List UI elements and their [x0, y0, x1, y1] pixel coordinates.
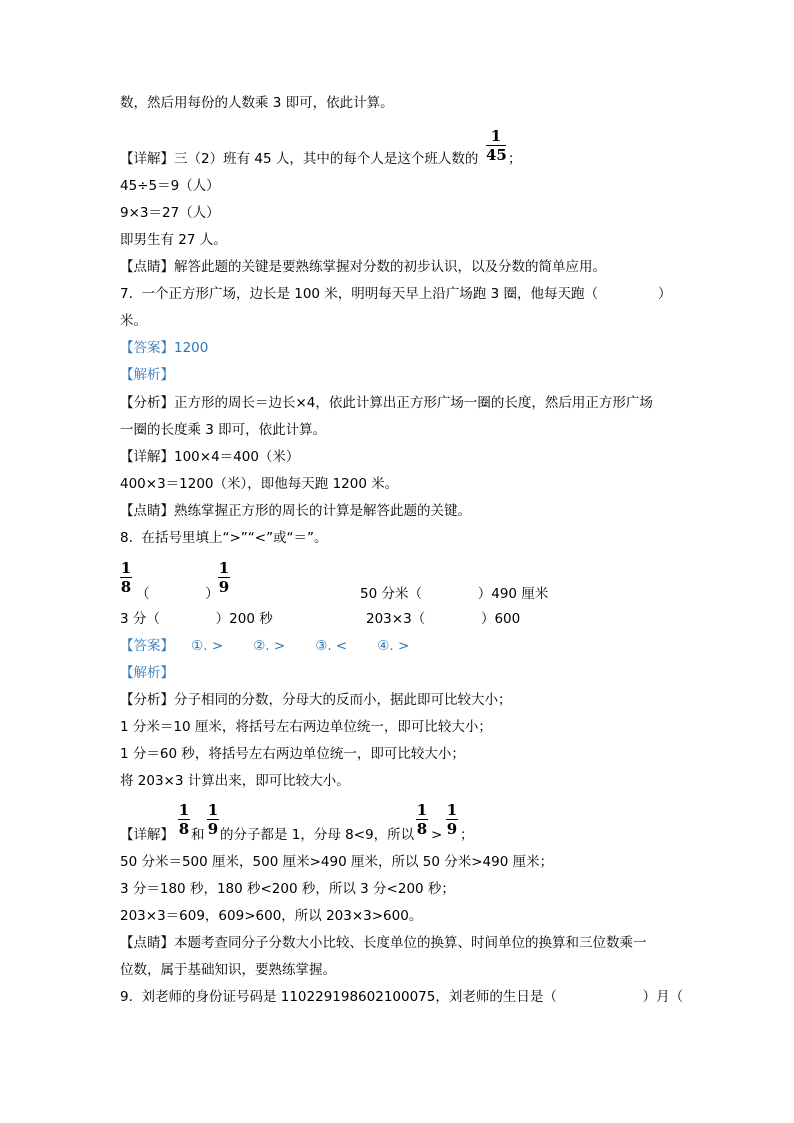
fraction: 1 8 [120, 559, 132, 596]
text-line: 【分析】分子相同的分数，分母大的反而小，据此即可比较大小； [120, 692, 512, 708]
text-line: 1 分米＝10 厘米，将括号左右两边单位统一，即可比较大小； [120, 719, 492, 735]
text-line: 【详解】三（2）班有 45 人，其中的每个人是这个班人数的 [120, 151, 479, 167]
text-line: 位数，属于基础知识，要熟练掌握。 [120, 962, 336, 978]
text-fragment: （ ） [136, 586, 219, 602]
text-line: 203×3＝609，609>600，所以 203×3>600。 [120, 908, 423, 924]
fraction: 1 9 [207, 801, 219, 838]
text-line: 米。 [120, 313, 147, 329]
text-fragment: 50 分米（ ）490 厘米 [360, 586, 549, 602]
text-fragment: ； [460, 827, 474, 843]
analysis-label: 【解析】 [120, 367, 174, 383]
analysis-label: 【解析】 [120, 665, 174, 681]
text-line: 【分析】正方形的周长＝边长×4，依此计算出正方形广场一圈的长度，然后用正方形广场 [120, 395, 653, 411]
text-line: 45÷5＝9（人） [120, 178, 220, 194]
text-fragment: ； [508, 151, 522, 167]
text-fragment: 203×3（ ）600 [366, 611, 521, 627]
fraction: 1 45 [486, 127, 507, 164]
text-line: 3 分（ ）200 秒 [120, 611, 273, 627]
text-line: 9×3＝27（人） [120, 205, 220, 221]
fraction: 1 9 [446, 801, 458, 838]
answer-label: 【答案】 ①. > ②. > ③. < ④. > [120, 638, 410, 654]
text-fragment: 和 [191, 827, 205, 843]
text-line: 【点睛】本题考查同分子分数大小比较、长度单位的换算、时间单位的换算和三位数乘一 [120, 935, 647, 951]
text-line: 数，然后用每份的人数乘 3 即可，依此计算。 [120, 95, 394, 111]
fraction: 1 8 [416, 801, 428, 838]
text-fragment: 【详解】 [120, 827, 174, 843]
fraction: 1 8 [178, 801, 190, 838]
text-line: 【详解】100×4＝400（米） [120, 449, 300, 465]
text-line: 将 203×3 计算出来，即可比较大小。 [120, 773, 350, 789]
text-line: 即男生有 27 人。 [120, 232, 227, 248]
text-fragment: > [431, 827, 443, 843]
answer-label: 【答案】1200 [120, 340, 209, 356]
text-line: 【点睛】解答此题的关键是要熟练掌握对分数的初步认识，以及分数的简单应用。 [120, 259, 606, 275]
text-line: 一圈的长度乘 3 即可，依此计算。 [120, 422, 327, 438]
text-line: 1 分＝60 秒，将括号左右两边单位统一，即可比较大小； [120, 746, 465, 762]
text-line: 【点睛】熟练掌握正方形的周长的计算是解答此题的关键。 [120, 503, 471, 519]
text-line: 3 分＝180 秒，180 秒<200 秒，所以 3 分<200 秒； [120, 881, 455, 897]
question-7: 7. 一个正方形广场，边长是 100 米，明明每天早上沿广场跑 3 圈，他每天跑（ ） [120, 286, 672, 302]
text-line: 400×3＝1200（米），即他每天跑 1200 米。 [120, 476, 399, 492]
question-8: 8. 在括号里填上“>”“<”或“＝”。 [120, 530, 328, 546]
text-line: 50 分米＝500 厘米，500 厘米>490 厘米，所以 50 分米>490 厘米； [120, 854, 554, 870]
text-fragment: 的分子都是 1，分母 8<9，所以 [220, 827, 415, 843]
question-9: 9. 刘老师的身份证号码是 110229198602100075，刘老师的生日是（ ）月（ [120, 989, 684, 1005]
fraction: 1 9 [218, 559, 230, 596]
